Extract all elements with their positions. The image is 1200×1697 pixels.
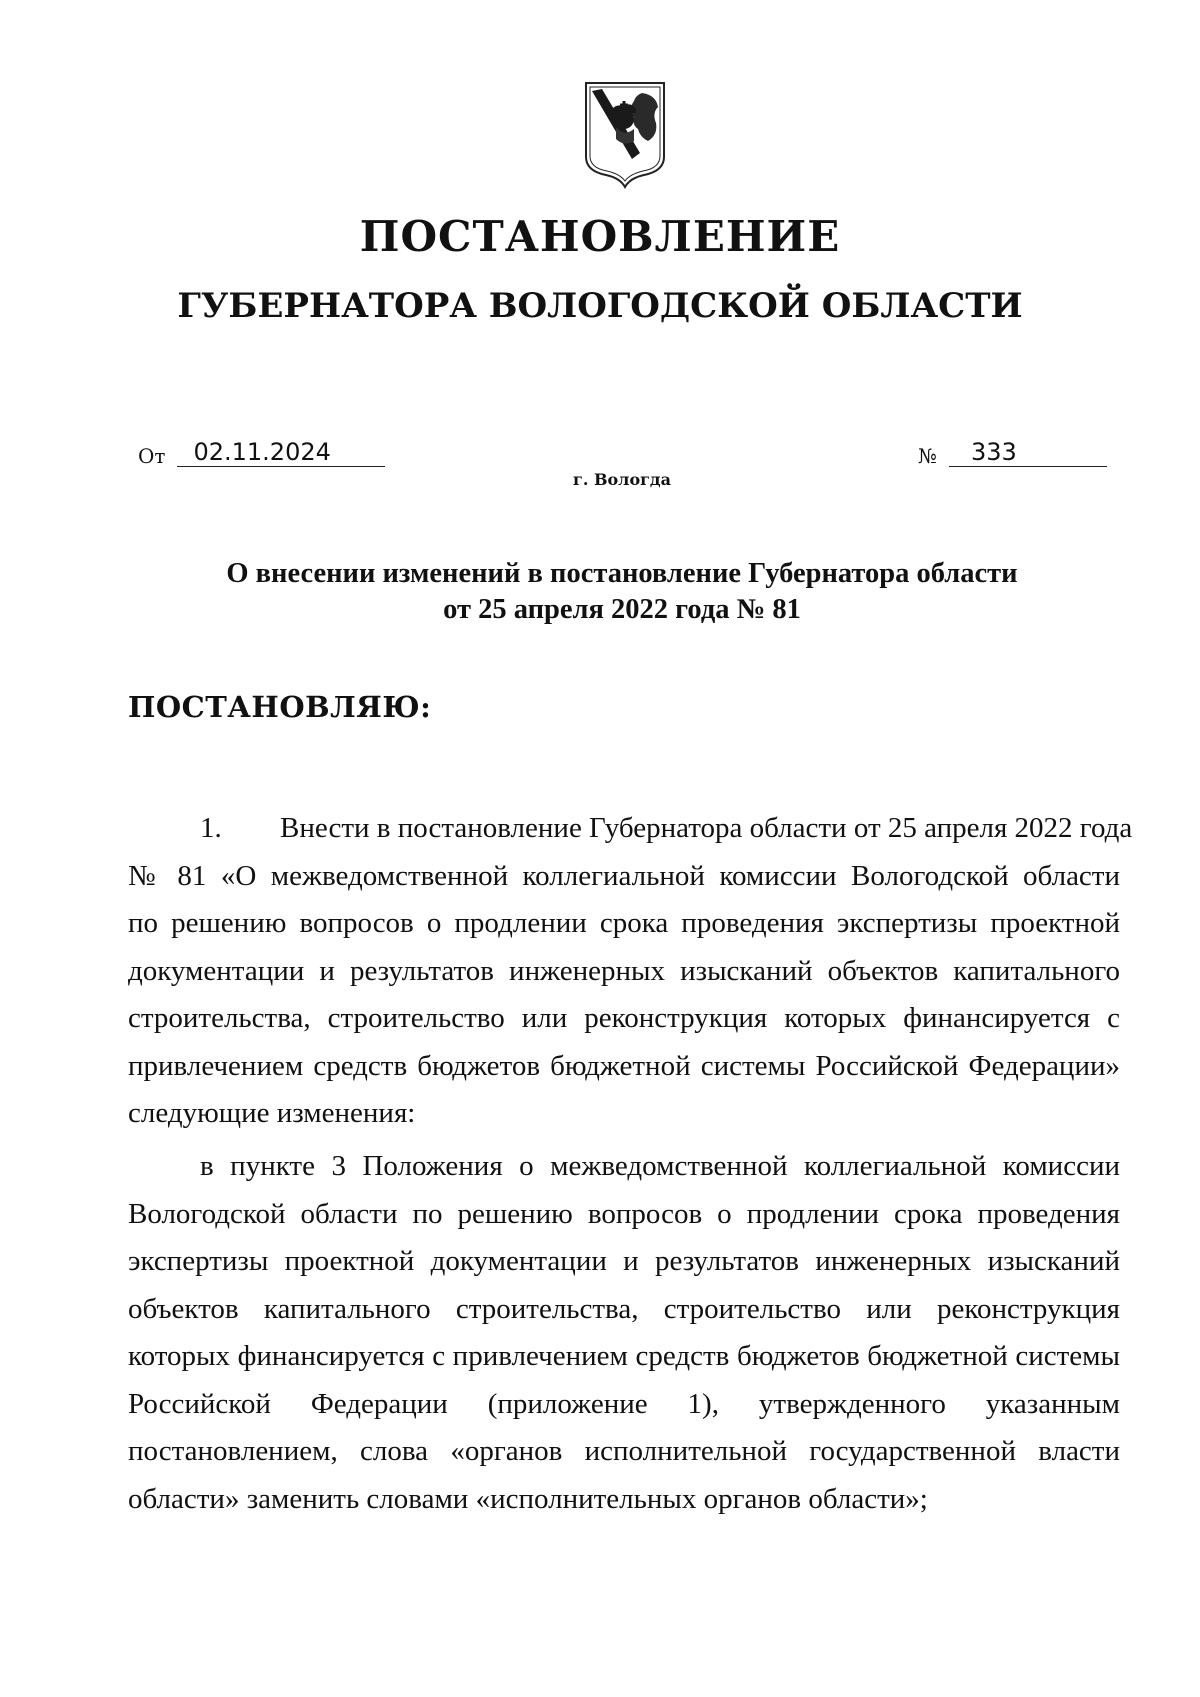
number-value: 333 [949, 438, 1107, 467]
paragraph-line: № 81 «О межведомственной коллегиальной комиссии Вологодской области [128, 859, 1120, 892]
subject-line: от 25 апреля 2022 года № 81 [443, 594, 801, 625]
paragraph-line: постановлением, слова «органов исполнительной государственной власти [128, 1435, 1120, 1467]
paragraph-line-text: в пункте 3 Положения о межведомственной коллегиальной комиссии [200, 1150, 1120, 1182]
paragraph-line: по решению вопросов о продлении срока проведения экспертизы проектной [128, 907, 1120, 939]
paragraph-line: области» заменить словами «исполнительных органов области»; [128, 1482, 928, 1515]
paragraph-line: Российской Федерации (приложение 1), утвержденного указанным [128, 1387, 1120, 1420]
paragraph-line: которых финансируется с привлечением средств бюджетов бюджетной системы [128, 1340, 1120, 1372]
paragraph-line: экспертизы проектной документации и результатов инженерных изысканий [128, 1245, 1120, 1277]
paragraph-line: следующие изменения: [128, 1097, 416, 1129]
date-prefix: От [138, 444, 166, 468]
paragraph-line: Вологодской области по решению вопросов о продлении срока проведения [128, 1197, 1120, 1230]
number-prefix: № [918, 444, 937, 468]
vologda-coat-of-arms-icon [582, 79, 668, 191]
date-value: 02.11.2024 [177, 438, 385, 467]
number-line [918, 438, 1107, 467]
date-line [138, 438, 385, 467]
document-subtitle: ГУБЕРНАТОРА ВОЛОГОДСКОЙ ОБЛАСТИ [177, 286, 1023, 326]
subject-line: О внесении изменений в постановление Губернатора области [226, 558, 1018, 589]
item-number: 1. [200, 812, 222, 844]
paragraph-line: объектов капитального строительства, строительство или реконструкция [128, 1292, 1120, 1325]
subject-heading [0, 556, 1200, 628]
decree-word: ПОСТАНОВЛЯЮ: [128, 690, 432, 724]
paragraph-line: документации и результатов инженерных изысканий объектов капитального [128, 954, 1120, 987]
city-label: г. Вологда [573, 470, 671, 489]
paragraph-2 [128, 1143, 1120, 1523]
paragraph-line-text: Внести в постановление Губернатора области от 25 апреля 2022 года [280, 812, 1133, 844]
paragraph-line [128, 1143, 1120, 1191]
paragraph-line [128, 805, 1133, 853]
document-title: ПОСТАНОВЛЕНИЕ [359, 212, 841, 261]
paragraph-line: строительства, строительство или реконструкция которых финансируется с [128, 1002, 1120, 1034]
paragraph-line: привлечением средств бюджетов бюджетной системы Российской Федерации» [128, 1049, 1120, 1082]
paragraph-1 [128, 805, 1133, 1138]
